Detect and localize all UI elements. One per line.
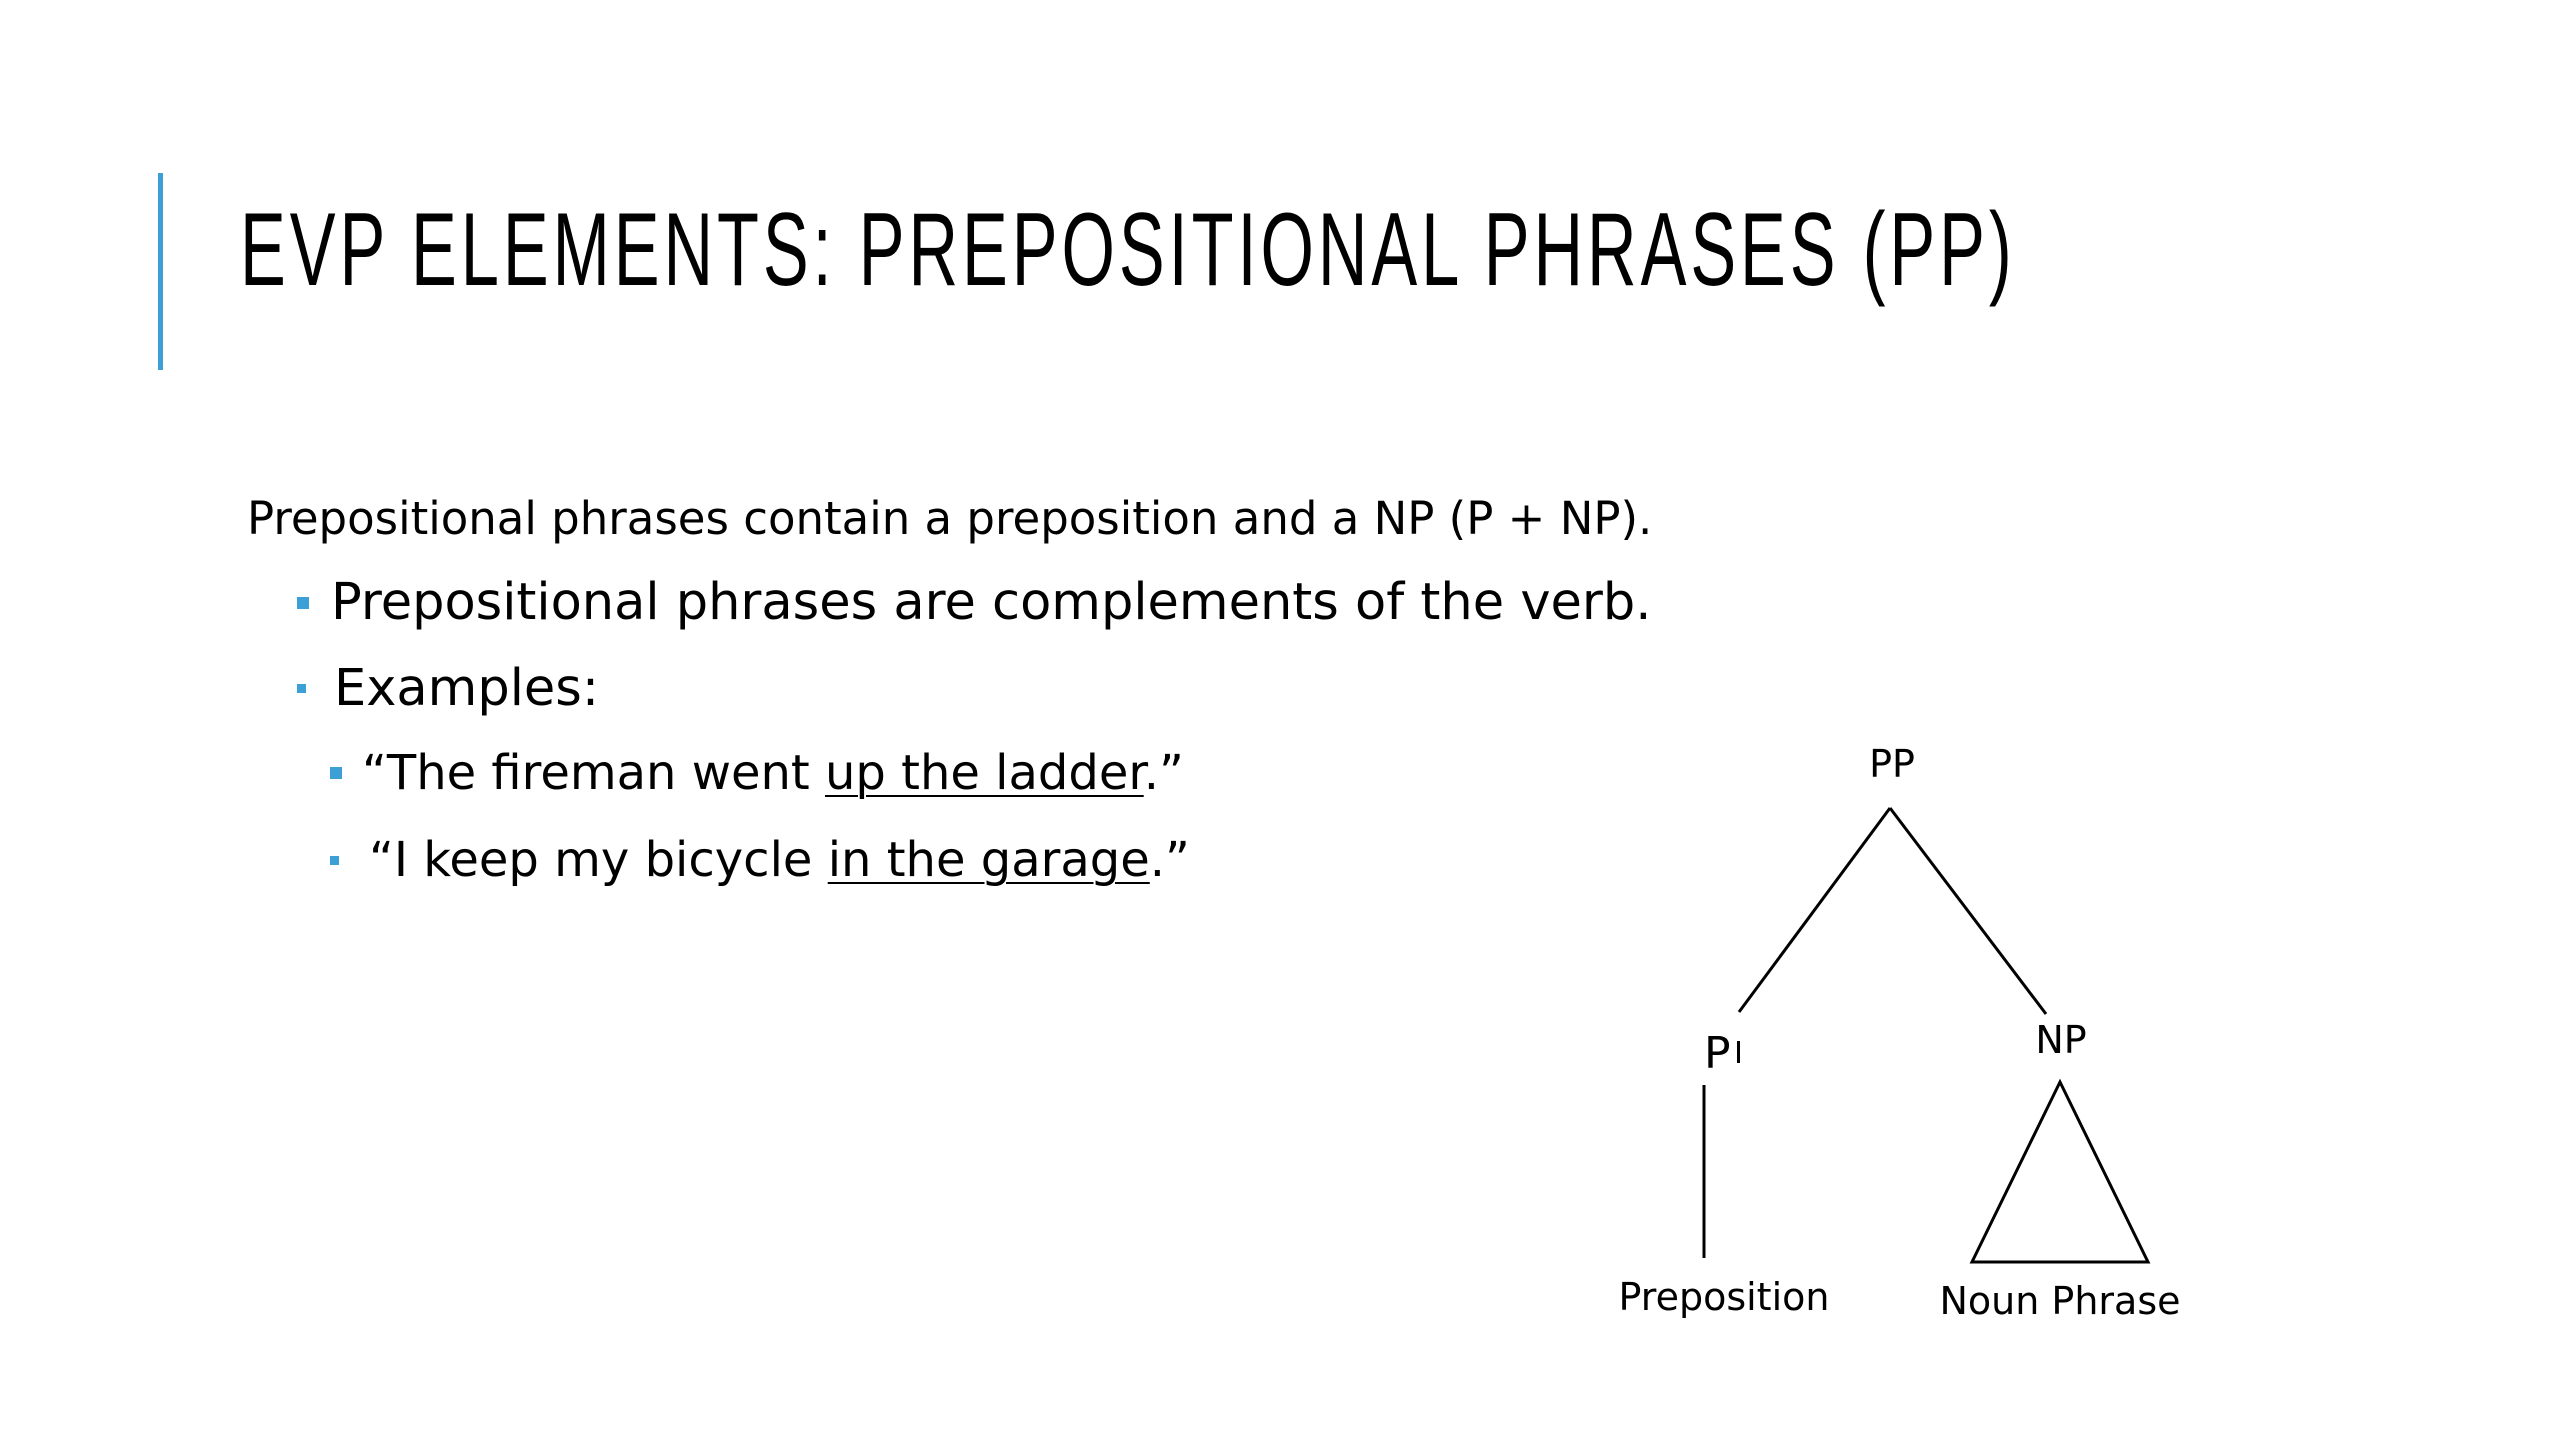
tree-root-label: PP: [1869, 742, 1915, 786]
bullet-complements: [297, 573, 1652, 632]
example-before: “I keep my bicycle: [369, 832, 828, 888]
pp-syntax-tree: [1600, 730, 2240, 1350]
example-underlined-pp: up the ladder: [824, 745, 1144, 801]
tree-right-leaf-label: Noun Phrase: [1939, 1279, 2181, 1323]
square-bullet-icon: [330, 856, 339, 865]
example-item-fireman: [330, 745, 1184, 801]
square-bullet-icon: [297, 597, 309, 609]
tree-np-triangle: [1972, 1082, 2148, 1262]
example-after: .”: [1143, 745, 1184, 801]
bullet-text: Prepositional phrases are complements of the verb.: [331, 573, 1652, 632]
bullet-text: Examples:: [334, 659, 600, 718]
tree-branch-left: [1739, 808, 1890, 1012]
example-text: [369, 832, 1190, 888]
example-text: [362, 745, 1184, 801]
example-item-bicycle: [330, 832, 1190, 888]
example-underlined-pp: in the garage: [827, 832, 1150, 888]
square-bullet-icon: [297, 684, 306, 693]
tree-right-node-label: NP: [2035, 1018, 2087, 1062]
example-before: “The fireman went: [362, 745, 825, 801]
title-accent-bar: [158, 173, 163, 370]
tree-branch-right: [1890, 808, 2046, 1014]
tree-left-node-mark: [1737, 1041, 1740, 1063]
tree-left-node-label: P: [1704, 1028, 1731, 1079]
bullet-examples: [297, 659, 600, 718]
slide-title: EVP ELEMENTS: PREPOSITIONAL PHRASES (PP): [240, 192, 2016, 308]
square-bullet-icon: [330, 767, 342, 779]
tree-left-leaf-label: Preposition: [1618, 1275, 1830, 1319]
intro-text: Prepositional phrases contain a preposition and a NP (P + NP).: [247, 492, 1653, 545]
example-after: .”: [1149, 832, 1190, 888]
